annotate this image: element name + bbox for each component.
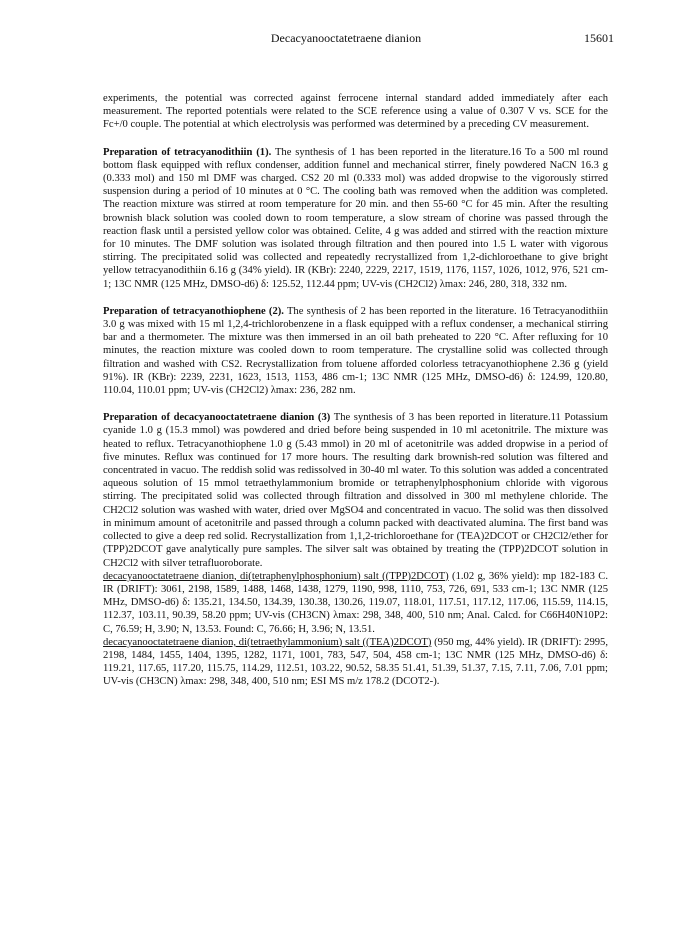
- paragraph-text: experiments, the potential was corrected against ferrocene internal standard added immediately after each measurement. The reported potentials were related to the SCE reference using a value of 0.307 V vs. SCE for the Fc+/0 couple. The potential at which electrolysis was performed was determined by a preceding CV measurement.: [103, 93, 608, 131]
- paragraph-compound-2: [103, 305, 608, 397]
- page-header: [0, 31, 692, 49]
- page-number: 15601: [584, 31, 614, 45]
- compound-name: decacyanooctatetraene dianion, di(tetraphenylphosphonium) salt ((TPP)2DCOT): [103, 570, 449, 582]
- paragraph-electrochem: [103, 92, 608, 132]
- paragraph-text: The synthesis of 3 has been reported in literature.11 Potassium cyanide 1.0 g (15.3 mmol) was powdered and dried before being suspended in 10 ml acetonitrile. The mixture was heated to reflux. Tetracyanothiophene 1.0 g (5.43 mmol) in 20 ml of acetonitrile was added dropwise in a period of five minutes. Reflux was continued for 17 more hours. The resulting dark brownish-red solution was filtered and concentrated in vacuo. The reddish solid was redissolved in 30-40 ml water. To this solution was added a concentrated aqueous solution of 15 mmol tetraethylammonium bromide or tetraphenylphosphonium chloride with vigorous stirring. The precipitated solid was collected through filtration and dissolved in 300 ml methylene chloride. The CH2Cl2 solution was washed with water, dried over MgSO4 and concentrated in vacuo. The solid was then dissolved in minimum amount of acetonitrile and passed through a column packed with deactivated alumina. The first band was collected to give a deep red solid. Recrystallization from 1,1,2-trichloroethane for (TEA)2DCOT or CH2Cl2/ether for (TPP)2DCOT gave analytically pure samples. The silver salt was obtained by treating the (TPP)2DCOT solution in CH2Cl2 with silver tetrafluoroborate.: [103, 412, 608, 569]
- section-heading: Preparation of tetracyanodithiin (1).: [103, 146, 272, 158]
- paragraph-text: (1.02 g, 36% yield): mp 182-183 C. IR (DRIFT): 3061, 2198, 1589, 1488, 1468, 1438, 1279, 1190, 998, 1110, 753, 726, 691, 533 cm-1; 13C NMR (125 MHz, DMSO-d6) δ: 135.21, 134.50, 134.39, 130.38, 130.26, 119.07, 118.01, 117.51, 117.12, 117.06, 115.59, 114.15, 112.37, 103.11, 90.39, 58.20 ppm; UV-vis (CH3CN) λmax: 298, 348, 400, 510 nm; Anal. Calcd. for C66H40N10P2: C, 76.59; H, 3.90; N, 13.53. Found: C, 76.66; H, 3.96; N, 13.51.: [103, 570, 608, 635]
- section-heading: Preparation of decacyanooctatetraene dianion (3): [103, 412, 331, 424]
- paragraph-compound-1: [103, 146, 608, 291]
- paragraph-text: The synthesis of 2 has been reported in the literature. 16 Tetracyanodithiin 3.0 g was mixed with 15 ml 1,2,4-trichlorobenzene in a flask equipped with a reflux condenser, a mechanical stirring bar and a thermometer. The mixture was then immersed in an oil bath preheated to 220 °C. After refluxing for 10 minutes, the reaction mixture was cooled down to room temperature. The crystalline solid was collected through filtration and washed with CS2. Recrystallization from toluene afforded colorless tetracyanothiophene 2.36 g (yield 91%). IR (KBr): 2239, 2231, 1623, 1513, 1153, 486 cm-1; 13C NMR (125 MHz, DMSO-d6) δ: 124.99, 120.80, 110.04, 110.01 ppm; UV-vis (CH2Cl2) λmax: 236, 282 nm.: [103, 305, 608, 397]
- body-text: [103, 92, 608, 703]
- section-heading: Preparation of tetracyanothiophene (2).: [103, 305, 284, 317]
- paragraph-text: (950 mg, 44% yield). IR (DRIFT): 2995, 2198, 1484, 1455, 1404, 1395, 1282, 1171, 1001, 783, 547, 504, 458 cm-1; 13C NMR (125 MHz, DMSO-d6) δ: 119.21, 117.65, 117.20, 115.75, 114.29, 112.51, 103.22, 90.52, 58.35 51.41, 51.39, 51.37, 7.15, 7.11, 7.06, 7.01 ppm; UV-vis (CH3CN) λmax: 298, 348, 400, 510 nm; ESI MS m/z 178.2 (DCOT2-).: [103, 636, 609, 688]
- paragraph-compound-3: [103, 411, 608, 569]
- compound-name: decacyanooctatetraene dianion, di(tetraethylammonium) salt ((TEA)2DCOT): [103, 636, 432, 648]
- paragraph-tpp-salt: [103, 570, 608, 636]
- running-title: Decacyanooctatetraene dianion: [270, 31, 422, 45]
- paragraph-text: The synthesis of 1 has been reported in the literature.16 To a 500 ml round bottom flask equipped with reflux condenser, addition funnel and mechanical stirrer, finely powdered NaCN 16.3 g (0.333 mol) and 150 ml DMF was charged. CS2 20 ml (0.333 mol) was added dropwise to the vigorously stirred suspension during a period of 10 minutes at 0 °C. The cooling bath was removed when the addition was completed. The reaction mixture was stirred at room temperature for 20 min. and then 55-60 °C for 45 min. After the resulting brownish black solution was cooled down to room temperature, a slow stream of chorine was passed through the reaction flask until a persisted yellow color was obtained. Celite, 4 g was added and stirred with the reaction mixture for 10 minutes. The DMF solution was isolated through filtration and then poured into 1.5 L water with vigorous stirring. The precipitated solid was collected and repeatedly recrystallized from 1,2-dichloroethane to give bright yellow tetracyanodithiin 6.16 g (34% yield). IR (KBr): 2240, 2229, 2217, 1519, 1176, 1157, 1026, 1012, 976, 521 cm-1; 13C NMR (125 MHz, DMSO-d6) δ: 125.52, 112.44 ppm; UV-vis (CH2Cl2) λmax: 246, 280, 318, 332 nm.: [103, 146, 608, 290]
- paragraph-tea-salt: [103, 636, 608, 689]
